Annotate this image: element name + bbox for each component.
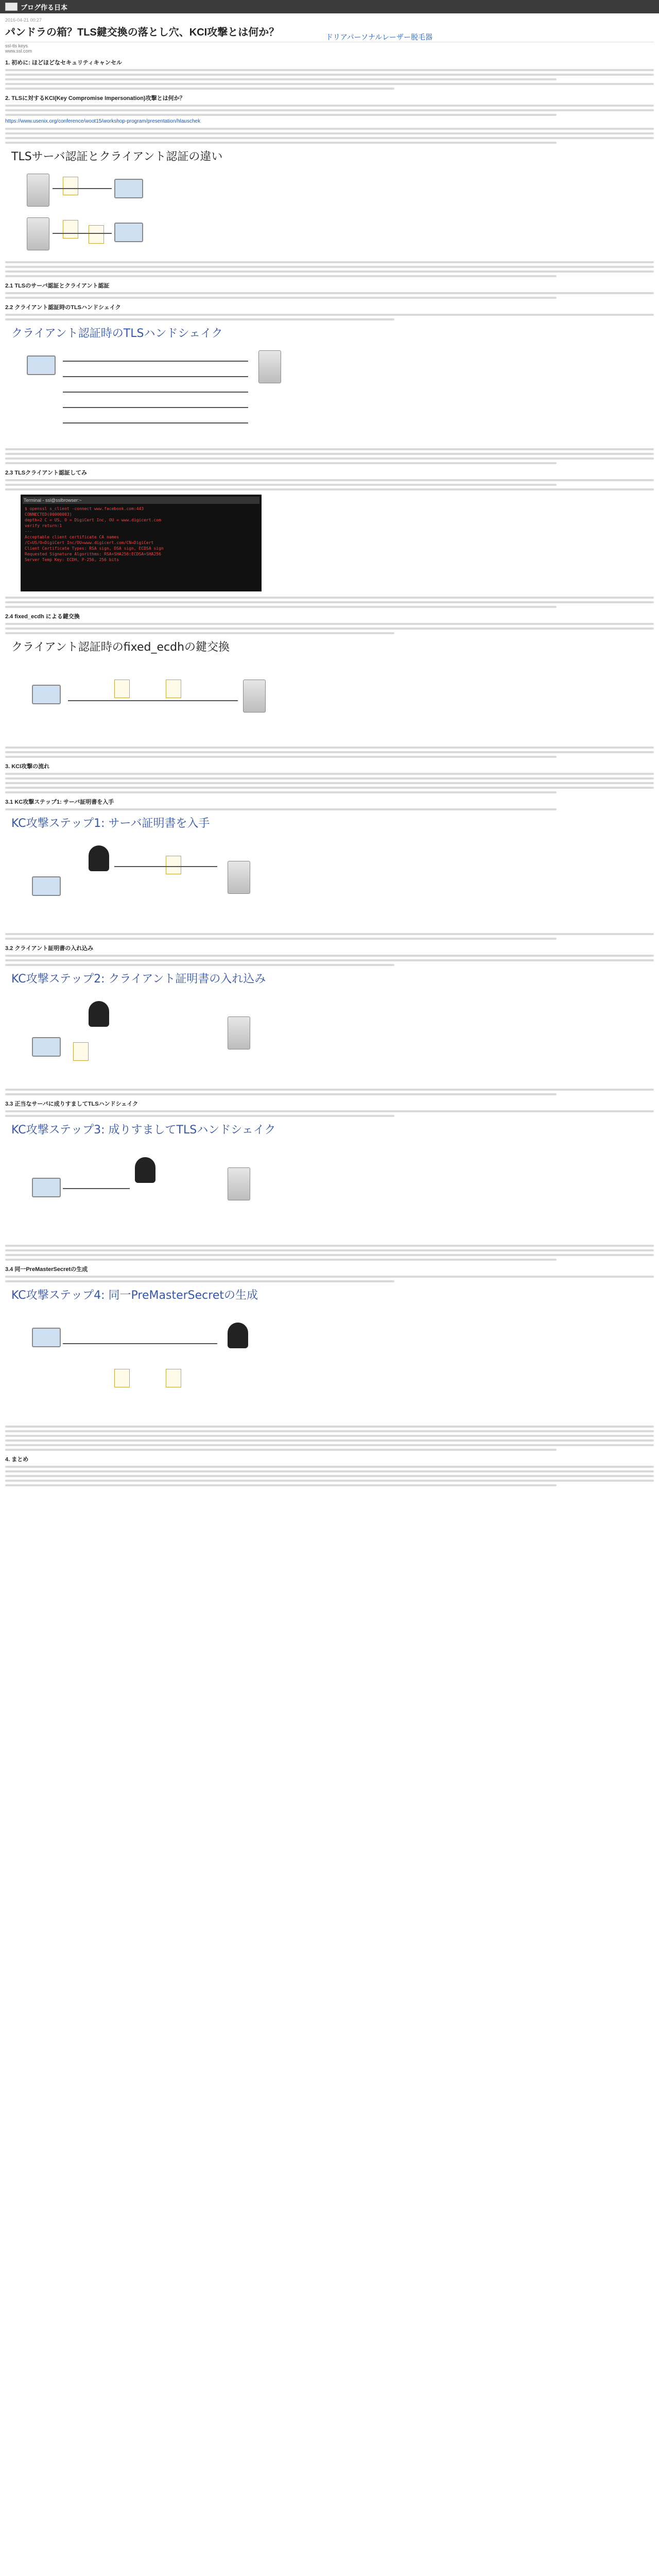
paragraph-block	[5, 955, 654, 966]
site-logo-text[interactable]: ブログ作る日本	[21, 3, 68, 11]
server-icon	[243, 680, 266, 713]
figure-kci-step1	[11, 815, 300, 928]
arrow-icon	[63, 361, 248, 362]
article-page	[5, 13, 654, 1486]
section-heading: 3. KCI攻撃の流れ	[5, 764, 50, 770]
laptop-icon	[32, 685, 61, 704]
paragraph-block	[5, 747, 654, 758]
arrow-icon	[63, 392, 248, 393]
terminal-line: Client Certificate Types: RSA sign, DSA sign, ECDSA sign	[25, 546, 164, 551]
terminal-title: Terminal - ssl@sslbrowser:~	[23, 497, 259, 504]
terminal-line: CONNECTED(00000003)	[25, 512, 72, 517]
paragraph-block	[5, 128, 654, 144]
arrow-icon	[114, 866, 217, 867]
figure-title: クライアント認証時のfixed_ecdhの鍵交換	[11, 641, 230, 654]
laptop-icon	[114, 179, 143, 198]
server-icon	[228, 1016, 250, 1049]
certificate-icon	[63, 177, 78, 195]
certificate-icon	[63, 220, 78, 239]
paragraph-block	[5, 933, 654, 940]
section-heading: 2. TLSに対するKCI(Key Compromise Impersonation)攻撃とは何か？	[5, 95, 185, 101]
article-tags[interactable]: ssl-tls keys	[5, 42, 654, 48]
section-heading: 2.2 クライアント認証時のTLSハンドシェイク	[5, 304, 121, 311]
arrow-icon	[63, 407, 248, 408]
server-icon	[228, 1167, 250, 1200]
figure-client-auth-handshake	[11, 325, 320, 443]
terminal-line: verify return:1	[25, 523, 62, 528]
paragraph-block	[5, 69, 654, 90]
paragraph-block	[5, 1466, 654, 1486]
paragraph-block	[5, 105, 654, 116]
laptop-icon	[32, 876, 61, 896]
section-heading: 2.3 TLSクライアント認証してみ	[5, 470, 88, 476]
article-source[interactable]: www.ssl.com	[5, 48, 32, 54]
figure-title: KC攻撃ステップ4: 同一PreMasterSecretの生成	[11, 1289, 258, 1302]
terminal-line: depth=2 C = US, O = DigiCert Inc, OU = www.digicert.com	[25, 518, 161, 522]
logo-icon[interactable]	[5, 3, 18, 11]
server-icon	[258, 350, 281, 383]
certificate-icon	[166, 856, 181, 874]
terminal-line: Requested Signature Algorithms: RSA+SHA256:ECDSA+SHA256	[25, 552, 161, 556]
certificate-icon	[89, 225, 104, 244]
laptop-icon	[114, 223, 143, 242]
figure-title: KC攻撃ステップ3: 成りすましてTLSハンドシェイク	[11, 1124, 276, 1137]
laptop-icon	[32, 1037, 61, 1057]
figure-kci-step3	[11, 1121, 300, 1240]
figure-title: KC攻撃ステップ2: クライアント証明書の入れ込み	[11, 973, 266, 986]
arrow-icon	[63, 1343, 217, 1344]
laptop-icon	[27, 355, 56, 375]
paragraph-block	[5, 448, 654, 464]
terminal-line: $ openssl s_client -connect www.facebook.com:443	[25, 506, 144, 511]
arrow-icon	[53, 233, 112, 234]
server-icon	[27, 217, 49, 250]
section-heading: 3.4 同一PreMasterSecretの生成	[5, 1266, 88, 1273]
server-icon	[228, 861, 250, 894]
certificate-icon	[166, 1369, 181, 1387]
section-heading: 2.4 fixed_ecdh による鍵交換	[5, 614, 80, 620]
terminal-line: /C=US/O=DigiCert Inc/OU=www.digicert.com/CN=DigiCert	[25, 540, 154, 545]
laptop-icon	[32, 1178, 61, 1197]
section-heading: 1. 初めに: ほどほどなセキュリティキャンセル	[5, 60, 122, 66]
figure-title: クライアント認証時のTLSハンドシェイク	[11, 327, 223, 340]
paragraph-block	[5, 1089, 654, 1095]
paragraph-block	[5, 597, 654, 608]
figure-title: KC攻撃ステップ1: サーバ証明書を入手	[11, 817, 210, 830]
article-title[interactable]: パンドラの箱？TLS鍵交換の落とし穴、KCI攻撃とは何か？	[5, 27, 280, 38]
paragraph-block	[5, 1245, 654, 1261]
arrow-icon	[53, 188, 112, 189]
attacker-icon	[89, 1001, 109, 1027]
paragraph-block	[5, 479, 654, 490]
paragraph-block	[5, 1276, 654, 1282]
terminal-line: Acceptable client certificate CA names	[25, 535, 119, 539]
certificate-icon	[73, 1042, 89, 1061]
section-heading: 4. まとめ	[5, 1456, 29, 1463]
top-navigation-bar	[0, 0, 659, 13]
paragraph-block	[5, 623, 654, 634]
article-header	[5, 13, 654, 54]
attacker-icon	[135, 1157, 155, 1183]
paragraph-block	[5, 808, 654, 810]
figure-fixed-ecdh	[11, 638, 300, 741]
paragraph-block	[5, 773, 654, 793]
certificate-icon	[114, 680, 130, 698]
terminal-line: Server Temp Key: ECDH, P-256, 256 bits	[25, 557, 119, 562]
figure-kci-step4	[11, 1286, 300, 1420]
figure-server-client-auth	[11, 148, 248, 256]
section-heading: 3.1 KC攻撃ステップ1: サーバ証明書を入手	[5, 799, 114, 805]
paragraph-block	[5, 314, 654, 320]
section-heading: 2.1 TLSのサーバ認証とクライアント認証	[5, 283, 110, 289]
paragraph-block	[5, 1426, 654, 1451]
terminal-screenshot	[21, 495, 262, 591]
section-heading: 3.2 クライアント証明書の入れ込み	[5, 945, 94, 952]
server-icon	[27, 174, 49, 207]
article-date: 2016-04-21 00:27	[5, 18, 42, 23]
attacker-icon	[228, 1323, 248, 1348]
paragraph-block	[5, 261, 654, 277]
attacker-icon	[89, 845, 109, 871]
section-heading: 3.3 正当なサーバに成りすましてTLSハンドシェイク	[5, 1101, 138, 1107]
arrow-icon	[68, 700, 238, 701]
ad-tagline-link[interactable]: ドリアパーソナルレーザー脱毛器	[325, 33, 432, 41]
certificate-icon	[166, 680, 181, 698]
arrow-icon	[63, 376, 248, 377]
arrow-icon	[63, 422, 248, 423]
arrow-icon	[63, 1188, 130, 1189]
terminal-line: ---	[25, 529, 32, 534]
laptop-icon	[32, 1328, 61, 1347]
terminal-output	[23, 504, 259, 565]
certificate-icon	[114, 1369, 130, 1387]
paragraph-block	[5, 1110, 654, 1117]
paper-link[interactable]: https://www.usenix.org/conference/woot15/workshop-program/presentation/hlauschek	[5, 118, 201, 124]
paragraph-block	[5, 292, 654, 299]
figure-kci-step2	[11, 970, 300, 1083]
figure-title: TLSサーバ認証とクライアント認証の違い	[11, 150, 223, 163]
